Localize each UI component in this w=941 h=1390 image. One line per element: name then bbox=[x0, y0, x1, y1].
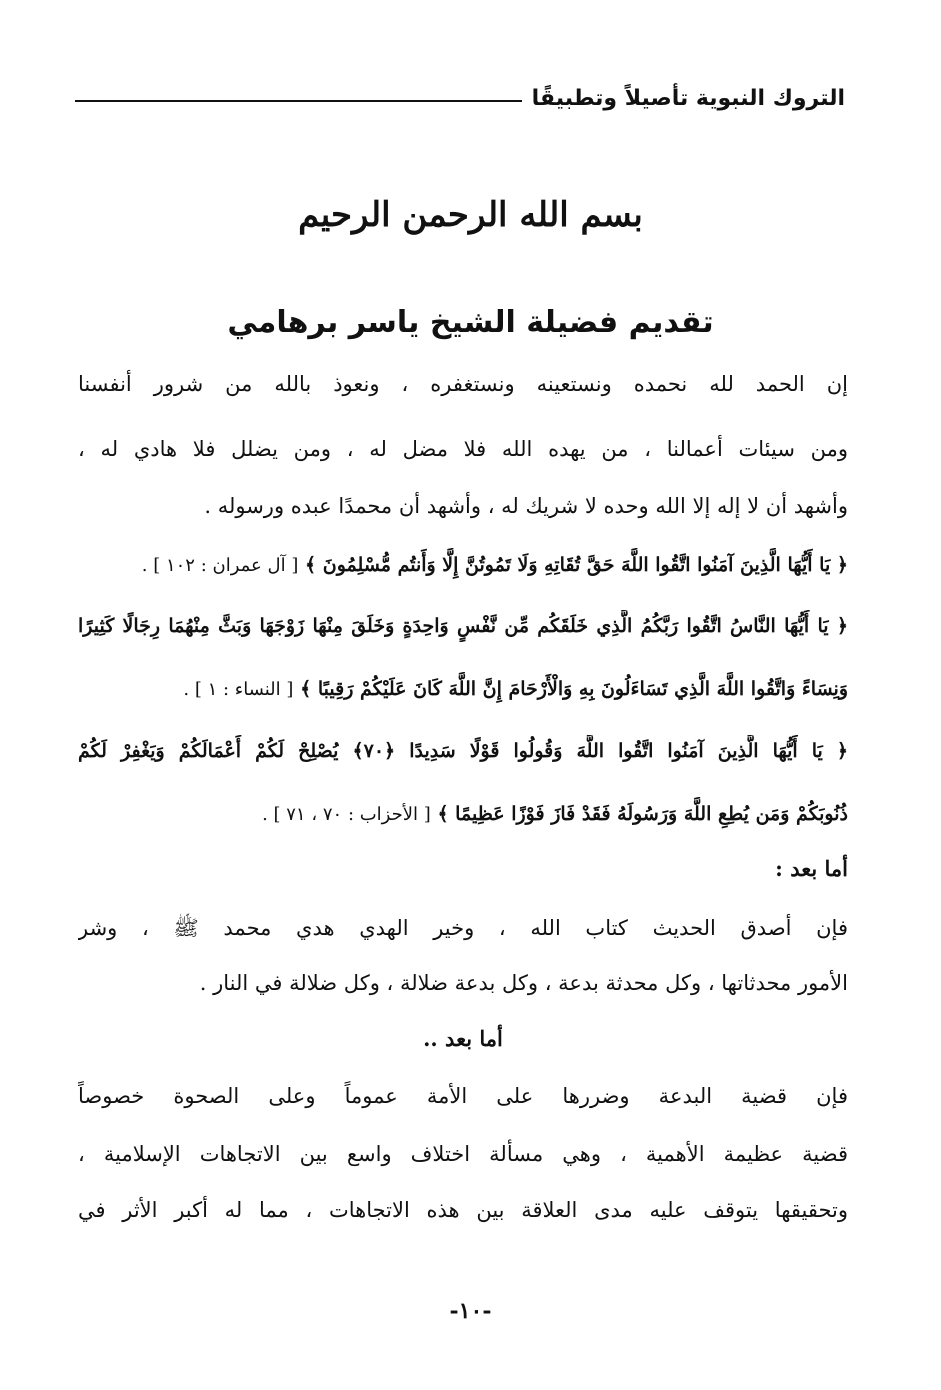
paragraph-line: وتحقيقها يتوقف عليه مدى العلاقة بين هذه الاتجاهات ، مما له أكبر الأثر في bbox=[78, 1198, 848, 1222]
header-rule bbox=[75, 100, 522, 102]
quran-verse-line: ﴿ يَا أَيُّهَا الَّذِينَ آمَنُوا اتَّقُوا اللَّهَ وَقُولُوا قَوْلًا سَدِيدًا ﴿٧٠﴾ يُصْلِحْ لَكُمْ أَعْمَالَكُمْ وَيَغْفِرْ لَكُمْ bbox=[78, 740, 848, 762]
paragraph-line: وأشهد أن لا إله إلا الله وحده لا شريك له ، وأشهد أن محمدًا عبده ورسوله . bbox=[204, 494, 848, 518]
page-number: -١٠- bbox=[449, 1298, 492, 1324]
header-title: التروك النبوية تأصيلاً وتطبيقًا bbox=[531, 85, 845, 111]
subheading-amma-baad: أما بعد : bbox=[775, 856, 848, 881]
verse-reference: [ الأحزاب : ٧٠ ، ٧١ ] . bbox=[262, 804, 431, 825]
section-title: تقديم فضيلة الشيخ ياسر برهامي bbox=[227, 305, 714, 340]
verse-reference: [ النساء : ١ ] . bbox=[183, 679, 294, 700]
basmala: بسم الله الرحمن الرحيم bbox=[298, 195, 643, 235]
subheading-amma-baad: أما بعد .. bbox=[423, 1026, 503, 1051]
running-header bbox=[75, 78, 845, 118]
paragraph-line: فإن قضية البدعة وضررها على الأمة عموماً وعلى الصحوة خصوصاً bbox=[78, 1084, 848, 1108]
quran-verse-line bbox=[78, 672, 848, 706]
quran-verse-line bbox=[78, 797, 848, 831]
paragraph-line: فإن أصدق الحديث كتاب الله ، وخير الهدي هدي محمد ﷺ ، وشر bbox=[78, 916, 848, 940]
quran-verse: ذُنُوبَكُمْ وَمَن يُطِعِ اللَّهَ وَرَسُولَهُ فَقَدْ فَازَ فَوْزًا عَظِيمًا ﴾ bbox=[437, 803, 848, 825]
paragraph-line: ومن سيئات أعمالنا ، من يهده الله فلا مضل له ، ومن يضلل فلا هادي له ، bbox=[78, 437, 848, 461]
paragraph-line: الأمور محدثاتها ، وكل محدثة بدعة ، وكل بدعة ضلالة ، وكل ضلالة في النار . bbox=[199, 971, 848, 995]
quran-verse-line bbox=[78, 548, 848, 582]
verse-reference: [ آل عمران : ١٠٢ ] . bbox=[141, 555, 299, 576]
quran-verse: وَنِسَاءً وَاتَّقُوا اللَّهَ الَّذِي تَسَاءَلُونَ بِهِ وَالْأَرْحَامَ إِنَّ اللَّهَ كَانَ عَلَيْكُمْ رَقِيبًا ﴾ bbox=[300, 678, 848, 700]
quran-verse: ﴿ يَا أَيُّهَا الَّذِينَ آمَنُوا اتَّقُوا اللَّهَ حَقَّ تُقَاتِهِ وَلَا تَمُوتُنَّ إِلَّا وَأَنتُم مُّسْلِمُونَ ﴾ bbox=[305, 554, 848, 576]
paragraph-line: إن الحمد لله نحمده ونستعينه ونستغفره ، ونعوذ بالله من شرور أنفسنا bbox=[78, 372, 848, 396]
paragraph-line: قضية عظيمة الأهمية ، وهي مسألة اختلاف واسع بين الاتجاهات الإسلامية ، bbox=[78, 1142, 848, 1166]
quran-verse-line: ﴿ يَا أَيُّهَا النَّاسُ اتَّقُوا رَبَّكُمُ الَّذِي خَلَقَكُم مِّن نَّفْسٍ وَاحِدَةٍ وَخَلَقَ مِنْهَا زَوْجَهَا وَبَثَّ مِنْهُمَا رِجَالًا كَثِيرًا bbox=[78, 615, 848, 637]
